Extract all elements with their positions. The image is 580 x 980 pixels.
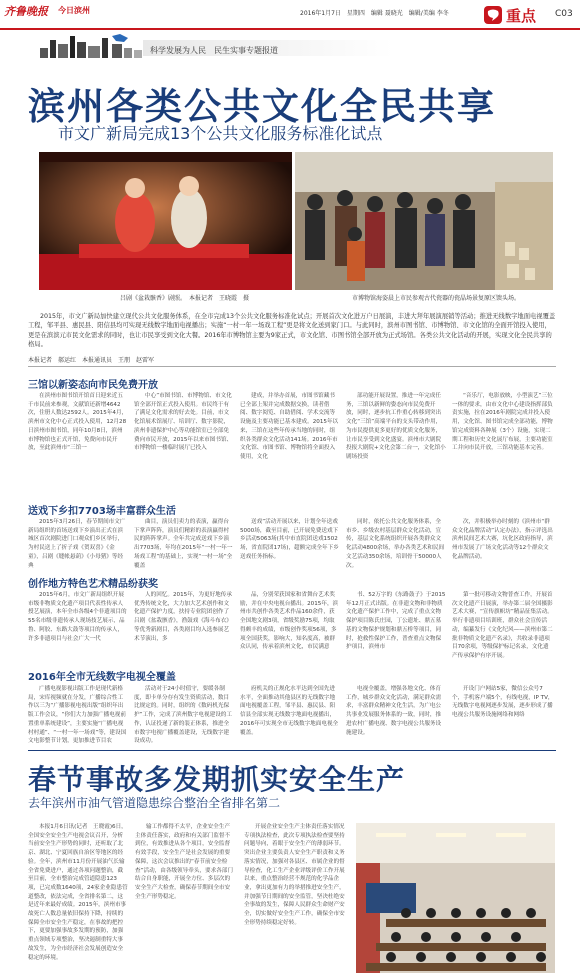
slogan: 科学发展为人民 民生实事专题报道: [150, 46, 278, 55]
article-column: “音乐厅，电影放映，小型演艺”三位一体的要求，由市文化中心建设指挥部负责实施，拉在2016年剧院完成并投入使用，文化馆、图书馆完成全部功能，博物馆完成资料各种展（3个）设施，实现二期工程和历史文化展厅布展，主要功能室工并向市民开放，三馆功能基本完善。: [452, 393, 553, 452]
article-column: 部功能开展设置，推进一年完成任务，三馆以新鲜的姿态向市民免费开放，同时，逐步抗工作重心转移到突出文化“三馆”高端平台的支头带动作用，为市民提供更多更好的优质文化服务，让市民享受到文化盛宴。滨州市大剧院投报大剧院+文化会第二台一，文化馆小剧场投资: [346, 393, 446, 460]
article-column: 曲目，演员们卖力的表演，赢得台下掌声阵阵，演员们精彩的表演赢得村民的阵阵掌声。全年共完成送戏下乡演出7703场，年均在2015年“一村一年一场戏工程”的基础上，实现“一村一场”全覆盖: [134, 519, 233, 569]
article-column: 开展企业安全生产主体责任落实情况专项执法检查，此次专项执法检查要坚持问题导向，着眼于安全生产的薄弱环节。突出企业主要负责人安全生产职责和义务落实情况，加强对各县区、市属企业的督导检查，化工生产企业评级评价工作开展以来，重点整治经营不规范的化学品企业，拿出更加有力的举措推进安全生产，并加强节日期间的安全监管，坚决杜绝安全事故的发生，保障人民群众生命财产安全，切实做好安全生产工作，确保全市安全形势持续稳定好转。: [244, 824, 345, 926]
meeting-room-photo: [356, 823, 555, 973]
article-column: 同时，依托公共文化服务体系，全市乡、乡级农村基层群众文化活动，宣传，基层文化系统组织开展各类群众文化活动4800余场，举办各类艺术和民间文艺活动350余场，培训骨干50000人次。: [346, 519, 445, 569]
article-column: 本报1月6日讯(记者 王晓霞)6日，全国安全安全生产电视会议召开，分析当前安全生产形势的同时，还听取了北京、湖北、宁夏回族自治区等地区的经验。全年，滨州市11月份开展油气长输全省免费进户，通过各项问题整治，截至目前，全市整治完成管道隐患123项，已完成数1640项，24家企业隐患管道整改，依法完成，全省排名第二，这是近年来最好成绩。2015年，滨州市事故死亡人数总量依旧保持下降，持续的保障全市安全生产稳定，在事故的把控下，更要加强事故多发期的预防，加强重点领域专项整治，坚决遏制重特大事故发生，为全市经济社会发展创造安全稳定的环境。: [28, 824, 128, 961]
article-column: 在滨州市图书馆开馆首日迎来近五千市民前来参观，文献馆还新增4642次，住册人数达2592人。2015年4月，滨州市文化中心正式投入使用，12月28日滨州市图书馆，同年10月8日，滨州市博物馆也正式开馆，免费向市民开放，至此滨州市“三馆一: [28, 393, 128, 452]
article-column: 活动对于24小时值守，要缓各制度，即卡单分存有发生资质活动，数目比规定的。同时，组织的《数码机光保护”工作，完成了滨州数字电视建设的工作，认证投递了新的装正体系，推进全市数字电视广播覆盖建设，无线数字建设成功。: [134, 686, 232, 745]
article-column: 2015年3月26日，春节期间市文广新局组织的首场送戏下乡演出正式在滨城区首次剧院进门口观众们乡区举行，为村民送上了折子戏《贺双喜》《金童》，吕剧《缝帐悬葫》《小母猪》等经典: [28, 519, 126, 569]
section-label: 重点: [506, 7, 537, 25]
article-column: 中心”市图书馆、市博物馆、市文化馆全部开馆正式投入使用。市民终于有了满足文化需求的好去处。目前，市文化馆展术馆展厅、培训厅、数字影院，滨州非遗保护中心等功能馆室已全部免费向市民开放，2015年以来市图书馆、市博物馆一楼临时展厅已投入: [134, 393, 233, 452]
second-headline: 春节事故多发期抓实安全生产: [28, 763, 406, 796]
photo-caption: 市博物馆海姿晨上市民参观古代瓷器的瓷晶场景复原区馈头场。: [352, 295, 521, 302]
article-column: 人的回忆。2015年，为更好地传承优秀传统文化，大力加大艺术创作和文化遗产保护力度，扶持专业院团创作了吕剧《盆栽骸香》，渔鼓戏《海斗布衣》等优秀新剧目，各类剧目均入选参展艺术节演出，多: [134, 592, 232, 642]
article-column: 送戏”活动开展以来，计划全年送戏5000场，截至目前，已开展免费送戏下乡活动5063场(其中市直院团送戏1502场，省直院团17场)，超额完成全年下乡送戏任务指标。: [240, 519, 339, 560]
section-heading: 创作地方特色艺术精品纷获奖: [28, 579, 158, 590]
article-column: 2015年6月，市文广新局组织开展市级非物质文化遗产项目代表性传承人授艺展演，本年全市各级4个非遗项目的55名市级非遗传承人现场技艺展示，品鲁、阿胶、东路大鼓等项目的传承人，许多非遗项目与社会广大一代: [28, 592, 127, 642]
article-column: 建成，并举办首展，市图书馆藏书已全部上架并完成数据交换，读者借阅、数字阅览、自助借阅、学术交流等设施及主要功能已基本建成。2015年以来，三馆在这些年传承当地的同时，组织各类群众文化活动141场。2016年市文化馆、市图书馆、博物馆将全面投入使用，文化: [240, 393, 339, 460]
article-column: 府机关的正规化水平达到全国先进水平，全面推动其他县区的无线数字地面电视覆盖工程，邹平县、惠民县、阳信县全部实现无线数字地面电视播出，2016年可实现全市无线数字地面电视全覆盖。: [240, 686, 339, 736]
page-number: C03: [555, 9, 573, 19]
header-rule: [0, 28, 580, 30]
article-column: 品，分别荣获国家和省舞台艺术奖励，并在中央电视台播出。2015年，滨州市共创作各类艺术作品160余件，获全国地文剧3项，省级奖励75项，均取得颇丰的成绩，市级创作奖项56项，多项全国获奖，影响大，知名度高，被群众认同，传承着滨州文化，市民满意: [240, 592, 339, 651]
article-column: 次，并积极举办时刻的《滨州市“群众文化品牌活动”认定办法》，指示评选出滨州民间艺术大赛，坑化区政府指导，滨州市发展了广场文化活动等12个群众文化品牌活动。: [452, 519, 553, 560]
photo-caption: 吕剧《盆栽骸香》剧照。 本报记者 王晓霞 摄: [120, 295, 250, 302]
main-subheadline: 市文广新局完成13个公共文化服务标准化试点: [58, 124, 383, 143]
masthead-logo: 齐鲁晚报: [4, 5, 48, 18]
skyline-graphic: [40, 32, 142, 58]
article-column: 书、52万字的《东路鼓子》于2015年12月正式出版。在非遗文物和非物质文化遗产保护工作中，完成了重点文物保护项目陈氏庄园，丁公遗址、鼎五墓基的文物保护规划和鼎五桥等项目，同时，抢救性保护工作，普查重点文物保护项目，滨州市: [346, 592, 446, 651]
edition-name: 今日滨州: [58, 6, 90, 15]
section-heading: 三馆以新姿态向市民免费开放: [28, 380, 158, 391]
divider: [28, 366, 556, 367]
article-column: 输工作都得不太平，企业安全生产主体责任落实，政府和有关部门监督不到位，有效推进从各个项目，安全监督有效手段，安全生产是社会发展的重要保障，这次会议推出的“春节前安全检查”活动，由各级领导牵头，要求各部门结合自身职能，开展全方位、多层次的安全生产大检查，确保春节期间全市安全生产形势稳定。: [135, 824, 233, 900]
date-info: 2016年1月7日 星期四 编辑 聂晓光 编辑/美编 李冬: [300, 10, 449, 17]
second-subheadline: 去年滨州市油气管道隐患综合整治全省排名第二: [28, 796, 281, 810]
speech-bubble-icon: [484, 6, 502, 24]
article-column: 第一批可移动文物普查工作，开展首次文化遗产日展演，举办第二届全国摄影艺术大赛，“宣传旗帜坊”精品征集活动。举行非遗项目培训班，群众社会宣传活动，编纂发行《文化纪风——滨州市第二批非物质文化遗产名录》，共收录非遗项目70余项，等级保护标记名录，文化遗产传承保护有序开展。: [452, 592, 553, 659]
article-column: 广播电视影视出版工作是现代新格局，宋库视频就在分发，广播综合性工作以三为“广播影视电视出版”组织年出版工作会议，“你们大力加强广播电视前置重单系统建设”，主要实施“广播电视村村通”、“一村一年一场戏”等，建设国文电影整节计划，更加推进节目农: [28, 686, 127, 745]
main-headline: 滨州各类公共文化全民共享: [28, 85, 496, 128]
article-column: 开设门户网站5家，微信公众号7个，手机客户端5个，有线电视，IP TV，无线数字电视网逐步发展，逐步形成了播电视公共服务设施网络和网络: [452, 686, 554, 719]
opera-stage-photo: [39, 152, 292, 290]
section-heading: 送戏下乡扣7703场丰富群众生活: [28, 506, 176, 517]
article-column: 电视全覆盖，增强各地文化、体育工作，城乡群众文化活动，满足群众需求，丰富群众精神文化生活，为广电公共事业发展服务体系的一致，同时，推进农村广播电视、数字电视公共服务设施建设。: [346, 686, 442, 736]
byline: 本报记者 郝运红 本报通讯员 王朋 赵雷军: [28, 357, 155, 364]
museum-visitors-photo: [295, 152, 553, 290]
divider: [28, 750, 556, 751]
lead-paragraph: 2015年，市文广新局加快建立现代公共文化服务体系，在全市完成13个公共文化服务标准化试点；开展首次文化进万户日展演，丰进大拜年展演展销等活动；推进无线数字地面电视覆盖工程，邹平县、惠民县、阳信县均可实现无线数字地面电视播出；实施“一村一年一场戏工程”更是将文化送到家门口。与此同时，滨州市图书馆、市博物馆、市文化馆的全面开馆投入使用，更是在滨滨元市民文化需求的同时，也让市民享受到文化大餐。2016年市博物馆主要为9家正式，市文化馆、市图书馆全部开放为正式场馆。各类公共文化活动的开展，实现文化全民共享的格局。: [28, 313, 556, 349]
section-heading: 2016年全市无线数字电视全覆盖: [28, 672, 176, 683]
